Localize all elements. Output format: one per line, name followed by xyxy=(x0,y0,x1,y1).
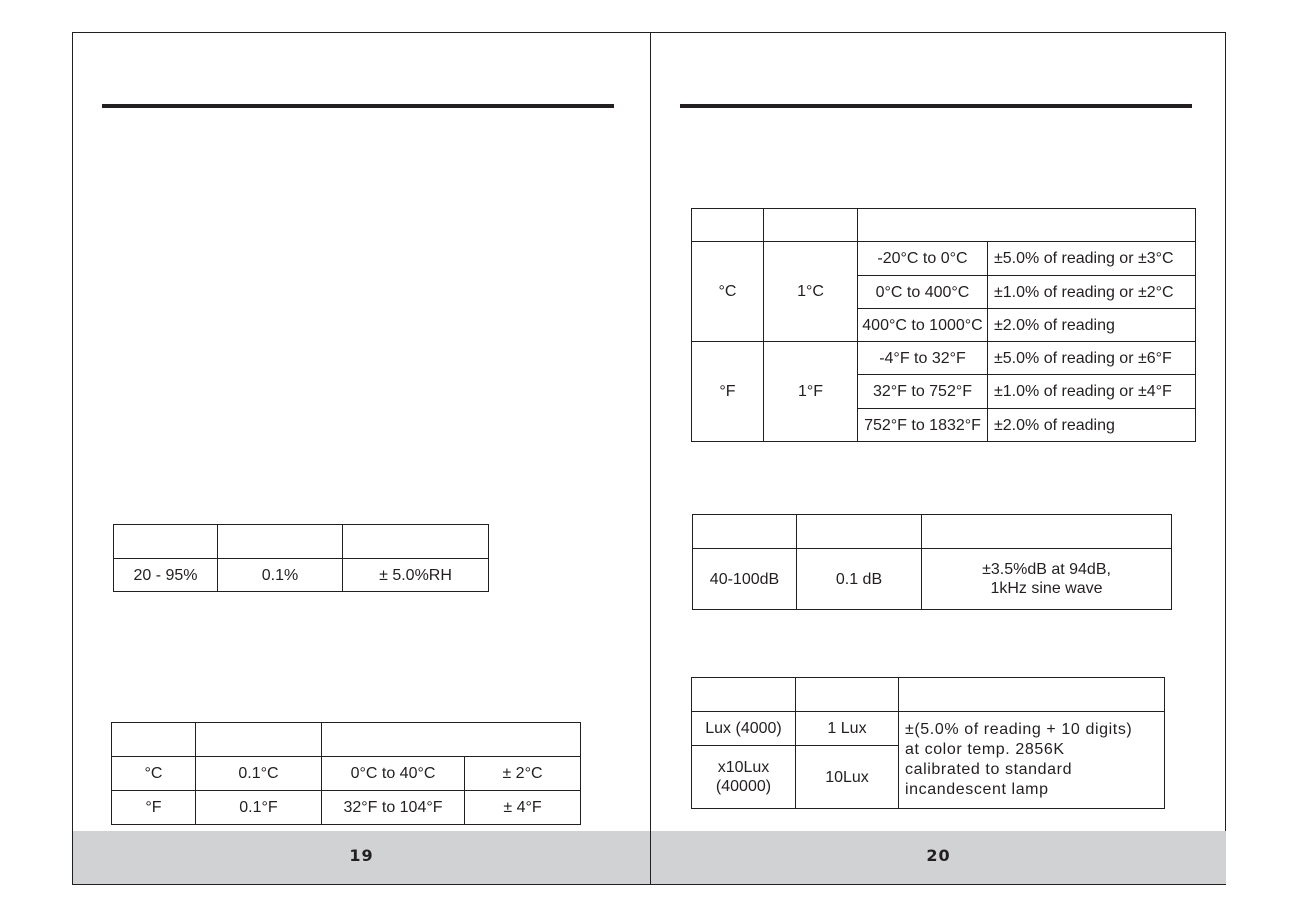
header-cell xyxy=(114,525,218,559)
sound-accuracy: ±3.5%dB at 94dB, 1kHz sine wave xyxy=(922,549,1172,610)
header-cell xyxy=(693,515,797,549)
table-header-row xyxy=(693,515,1172,549)
table-header-row xyxy=(114,525,489,559)
sound-range: 40-100dB xyxy=(693,549,797,610)
resolution-cell: 1°C xyxy=(764,242,858,342)
table-row xyxy=(692,712,1165,746)
resolution-cell: 1°F xyxy=(764,342,858,442)
accuracy-cell: ±2.0% of reading xyxy=(988,409,1196,442)
section-rule xyxy=(102,104,614,108)
header-cell xyxy=(112,723,196,757)
header-cell xyxy=(218,525,343,559)
humidity-range: 20 - 95% xyxy=(114,559,218,592)
accuracy-cell: ± 2°C xyxy=(465,757,581,791)
header-cell xyxy=(764,209,858,242)
accuracy-cell: ±5.0% of reading or ±6°F xyxy=(988,342,1196,375)
table-header-row xyxy=(692,209,1196,242)
humidity-spec-table xyxy=(113,524,489,592)
unit-cell: °C xyxy=(112,757,196,791)
humidity-resolution: 0.1% xyxy=(218,559,343,592)
header-cell xyxy=(322,723,581,757)
table-row xyxy=(112,791,581,825)
page-footer xyxy=(73,831,650,884)
header-cell xyxy=(692,678,796,712)
light-accuracy: ±(5.0% of reading + 10 digits) at color temp. 2856K calibrated to standard incandescent lamp xyxy=(899,712,1165,809)
manual-spread xyxy=(72,32,1226,885)
light-resolution: 1 Lux xyxy=(796,712,899,746)
humidity-accuracy: ± 5.0%RH xyxy=(343,559,489,592)
accuracy-cell: ±1.0% of reading or ±4°F xyxy=(988,375,1196,409)
range-cell: -4°F to 32°F xyxy=(858,342,988,375)
sound-resolution: 0.1 dB xyxy=(797,549,922,610)
header-cell xyxy=(858,209,1196,242)
accuracy-cell: ±2.0% of reading xyxy=(988,309,1196,342)
header-cell xyxy=(922,515,1172,549)
header-cell xyxy=(692,209,764,242)
page-number: 19 xyxy=(349,846,374,865)
table-row xyxy=(693,549,1172,610)
accuracy-cell: ± 4°F xyxy=(465,791,581,825)
header-cell xyxy=(797,515,922,549)
range-cell: 0°C to 40°C xyxy=(322,757,465,791)
range-cell: -20°C to 0°C xyxy=(858,242,988,276)
light-range: Lux (4000) xyxy=(692,712,796,746)
range-cell: 0°C to 400°C xyxy=(858,276,988,309)
range-cell: 400°C to 1000°C xyxy=(858,309,988,342)
page-number: 20 xyxy=(926,846,951,865)
header-cell xyxy=(196,723,322,757)
page-19 xyxy=(73,33,651,884)
header-cell xyxy=(899,678,1165,712)
section-rule xyxy=(680,104,1192,108)
table-header-row xyxy=(692,678,1165,712)
unit-cell: °F xyxy=(112,791,196,825)
range-cell: 752°F to 1832°F xyxy=(858,409,988,442)
light-level-spec-table xyxy=(691,677,1165,809)
sound-level-spec-table xyxy=(692,514,1172,610)
accuracy-cell: ±1.0% of reading or ±2°C xyxy=(988,276,1196,309)
table-header-row xyxy=(112,723,581,757)
light-resolution: 10Lux xyxy=(796,746,899,809)
table-row xyxy=(692,242,1196,276)
unit-cell: °F xyxy=(692,342,764,442)
light-range: x10Lux (40000) xyxy=(692,746,796,809)
resolution-cell: 0.1°C xyxy=(196,757,322,791)
page-footer xyxy=(651,831,1226,884)
air-temperature-spec-table xyxy=(111,722,581,825)
range-cell: 32°F to 104°F xyxy=(322,791,465,825)
table-row xyxy=(112,757,581,791)
ir-temperature-spec-table xyxy=(691,208,1196,442)
page-20 xyxy=(651,33,1226,884)
range-cell: 32°F to 752°F xyxy=(858,375,988,409)
table-row xyxy=(114,559,489,592)
resolution-cell: 0.1°F xyxy=(196,791,322,825)
header-cell xyxy=(796,678,899,712)
unit-cell: °C xyxy=(692,242,764,342)
header-cell xyxy=(343,525,489,559)
table-row xyxy=(692,342,1196,375)
accuracy-cell: ±5.0% of reading or ±3°C xyxy=(988,242,1196,276)
